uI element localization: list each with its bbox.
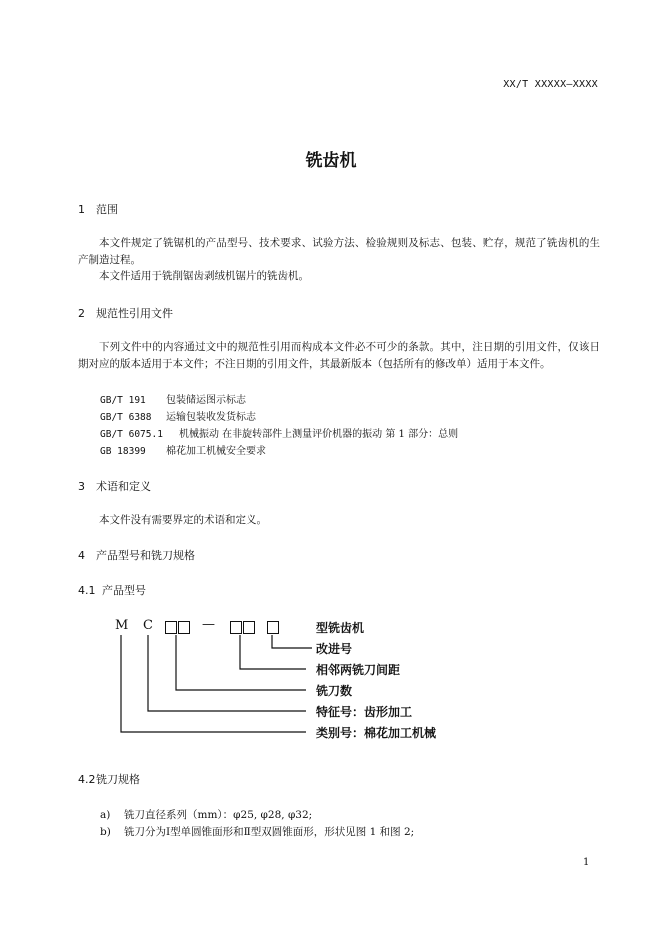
section-1-paragraph-2: 本文件适用于铣削锯齿剥绒机锯片的铣齿机。: [99, 270, 309, 282]
document-code: XX/T XXXXX—XXXX: [503, 79, 598, 90]
list-text: 铣刀直径系列（mm）：φ25, φ28, φ32;: [124, 809, 313, 821]
reference-title: 运输包装收发货标志: [166, 412, 256, 423]
section-1-paragraph-1: 本文件规定了铣锯机的产品型号、技术要求、试验方法、检验规则及标志、包装、贮存，规范了铣齿机的生产制造过程。: [78, 237, 600, 266]
reference-title: 棉花加工机械安全要求: [166, 446, 266, 457]
reference-code: GB/T 6388: [100, 412, 152, 423]
section-3-title: 术语和定义: [96, 480, 151, 493]
leader-line-feature: [148, 635, 306, 711]
section-4-2-heading: [78, 771, 140, 787]
page-title: 铣齿机: [305, 151, 357, 171]
section-4-1-title: 产品型号: [102, 584, 146, 597]
reference-code: GB/T 191: [100, 395, 146, 406]
leader-line-cutter-count: [176, 635, 306, 690]
section-1-title: 范围: [96, 203, 118, 216]
section-4-1-number: 4.1: [78, 584, 96, 597]
label-feature: 特征号：齿形加工: [316, 705, 413, 719]
section-2-title: 规范性引用文件: [96, 307, 173, 320]
list-item: [100, 824, 414, 839]
section-1-number: 1: [78, 203, 85, 216]
section-4-2-number: 4.2: [78, 773, 96, 786]
label-type-suffix: 型铣齿机: [316, 621, 365, 635]
page-number: 1: [583, 857, 590, 868]
label-improvement: 改进号: [316, 642, 353, 656]
reference-title: 包装储运图示标志: [166, 395, 246, 406]
leader-line-improvement: [272, 635, 312, 648]
reference-code: GB 18399: [100, 446, 146, 457]
label-spacing: 相邻两铣刀间距: [316, 663, 401, 677]
model-letter-c: C: [143, 618, 153, 633]
section-4-2-title: 铣刀规格: [96, 773, 140, 786]
section-2-number: 2: [78, 307, 85, 320]
list-marker: a): [100, 809, 111, 821]
model-letter-m: M: [115, 618, 129, 633]
section-4-title: 产品型号和铣刀规格: [96, 549, 195, 562]
section-3-number: 3: [78, 480, 85, 493]
list-marker: b): [100, 826, 111, 838]
list-item: [100, 807, 312, 822]
label-category: 类别号：棉花加工机械: [316, 726, 437, 740]
section-2-paragraph: 下列文件中的内容通过文中的规范性引用而构成本文件必不可少的条款。其中，注日期的引用文件，仅该日期对应的版本适用于本文件；不注日期的引用文件，其最新版本（包括所有的修改单）适用于本文件。: [78, 341, 600, 370]
section-3-paragraph: 本文件没有需要界定的术语和定义。: [99, 514, 267, 526]
model-dash: —: [202, 617, 215, 632]
label-cutter-count: 铣刀数: [316, 684, 353, 698]
section-4-number: 4: [78, 549, 85, 562]
leader-line-spacing: [240, 635, 306, 669]
reference-code: GB/T 6075.1: [100, 429, 163, 440]
list-text: 铣刀分为Ⅰ型单圆锥面形和Ⅱ型双圆锥面形，形状见图 1 和图 2;: [124, 826, 415, 838]
leader-line-category: [121, 635, 306, 732]
reference-title: 机械振动 在非旋转部件上测量评价机器的振动 第 1 部分：总则: [179, 429, 459, 440]
